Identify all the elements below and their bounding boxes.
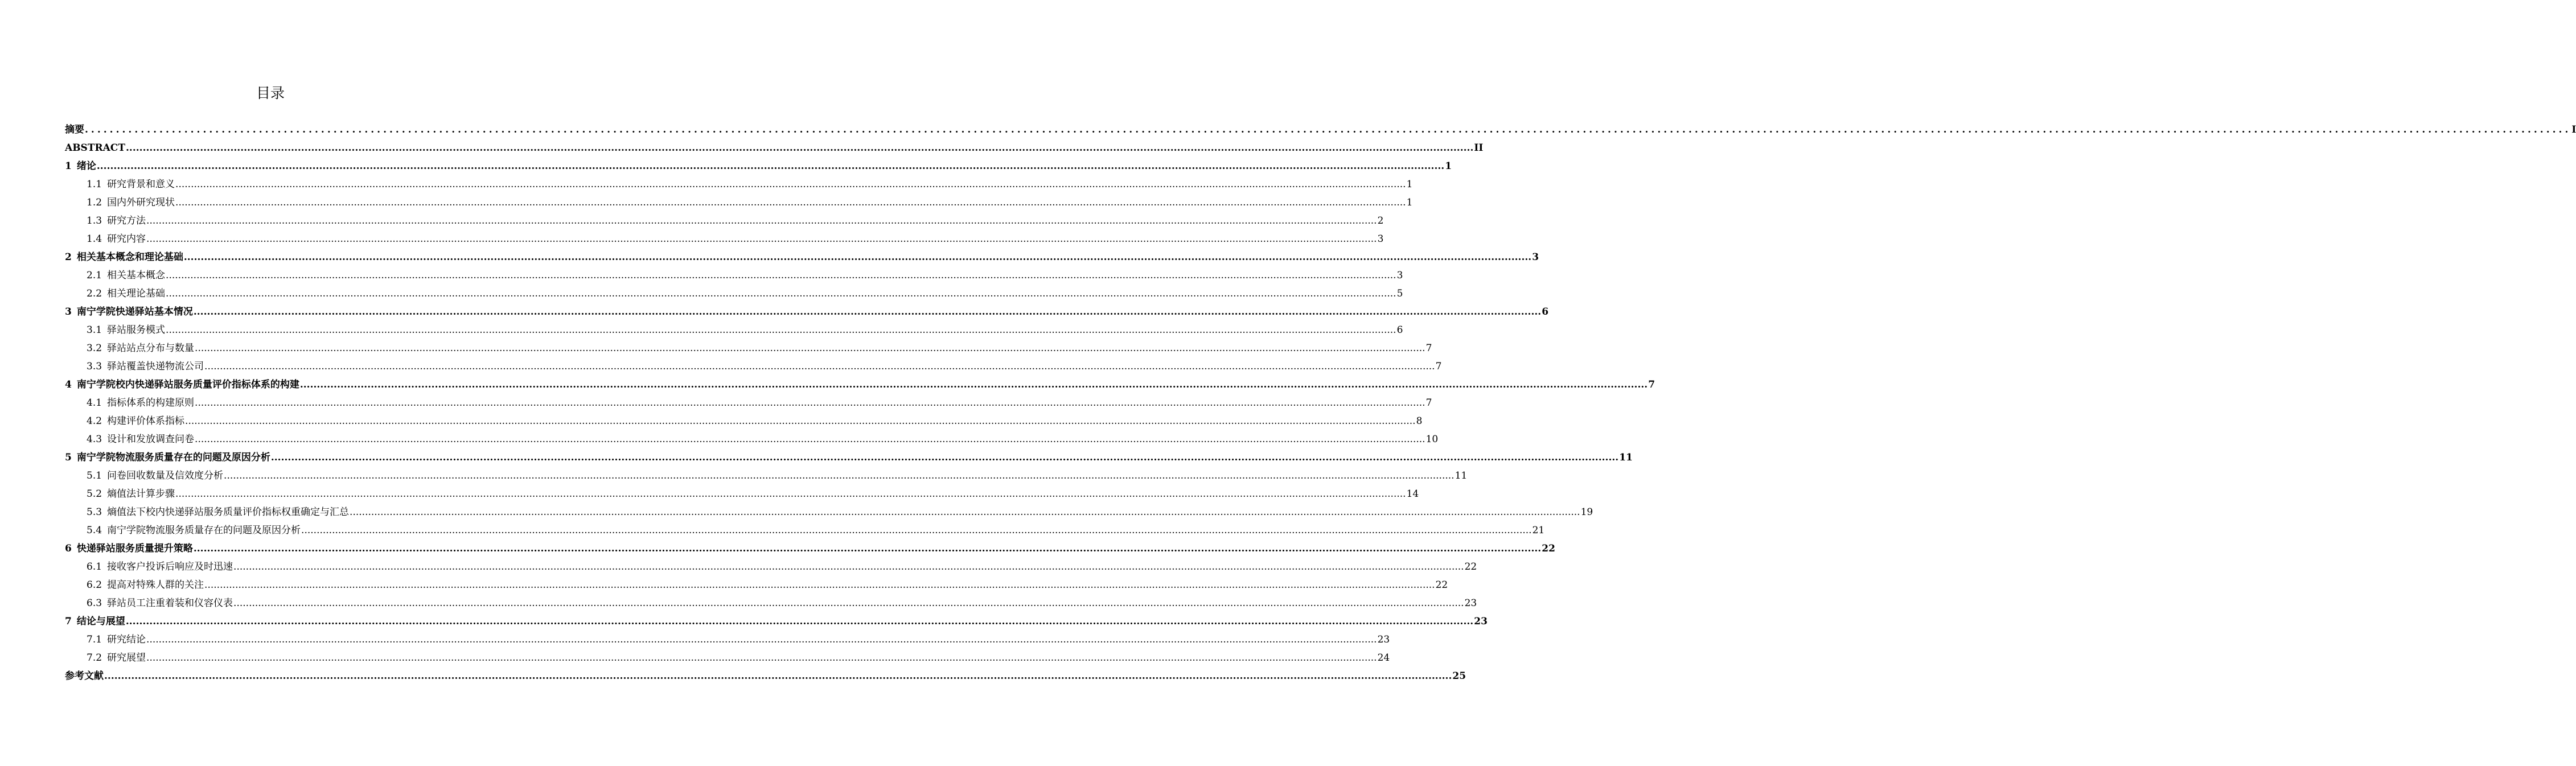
toc-entry-title: 接收客户投诉后响应及时迅速 — [107, 561, 233, 573]
toc-page-number: 7 — [1435, 361, 1442, 372]
toc-entry-title: 问卷回收数量及信效度分析 — [107, 470, 224, 481]
toc-chapter-entry[interactable] — [65, 612, 1488, 631]
toc-page-number: 11 — [1619, 452, 1633, 463]
toc-section-entry[interactable] — [65, 230, 1384, 248]
toc-page-number: 3 — [1532, 252, 1539, 263]
toc-dot-leader: ................................................................................................................................................................................................................................................................................................................................................................................................................ — [204, 361, 1435, 372]
toc-entry-number: 2.1 — [87, 270, 102, 281]
toc-page-number: 22 — [1542, 543, 1555, 554]
toc-chapter-entry[interactable] — [65, 667, 1466, 685]
toc-entry-number: 1.3 — [87, 215, 102, 226]
toc-entry-title: 研究结论 — [107, 634, 146, 645]
toc-entry-number: 1.2 — [87, 197, 102, 208]
toc-page-number: 1 — [1445, 160, 1452, 172]
toc-page-number: II — [1474, 142, 1484, 154]
toc-chapter-entry[interactable] — [65, 303, 1549, 321]
toc-entry-number: 1 — [65, 160, 72, 172]
toc-section-entry[interactable] — [65, 503, 1593, 521]
toc-entry-title: 结论与展望 — [76, 616, 125, 627]
toc-dot-leader: ................................................................................................................................................................................................................................................................................................................................................................................................................ — [270, 452, 1619, 463]
toc-entry-title: 南宁学院快递驿站基本情况 — [76, 306, 193, 318]
toc-entry-title: ABSTRACT — [65, 142, 125, 154]
toc-section-entry[interactable] — [65, 285, 1403, 303]
toc-dot-leader: ................................................................................................................................................................................................................................................................................................................................................................................................................ — [146, 215, 1377, 226]
toc-page-number: 7 — [1648, 379, 1655, 390]
toc-dot-leader: ................................................................................................................................................................................................................................................................................................................................................................................................................ — [195, 343, 1425, 354]
toc-entry-number: 7.1 — [87, 634, 102, 645]
toc-page-number: 11 — [1455, 470, 1468, 481]
toc-dot-leader: ................................................................................................................................................................................................................................................................................................................................................................................................................ — [166, 324, 1396, 336]
toc-dot-leader: ................................................................................................................................................................................................................................................................................................................................................................................................................ — [85, 124, 2571, 135]
toc-entry-number: 4.2 — [87, 415, 102, 427]
toc-dot-leader: ................................................................................................................................................................................................................................................................................................................................................................................................................ — [125, 142, 1474, 154]
toc-entry-title: 相关理论基础 — [107, 288, 166, 299]
toc-page-number: I — [2571, 124, 2576, 135]
page-title: 目录 — [256, 85, 285, 101]
toc-entry-number: 1.4 — [87, 233, 102, 245]
toc-section-entry[interactable] — [65, 339, 1432, 357]
toc-entry-title: 相关基本概念 — [107, 270, 166, 281]
toc-chapter-entry[interactable] — [65, 376, 1655, 394]
toc-entry-number: 7 — [65, 616, 72, 627]
toc-entry-title: 熵值法计算步骤 — [107, 488, 175, 500]
toc-page-number: 23 — [1464, 598, 1477, 609]
toc-dot-leader: ................................................................................................................................................................................................................................................................................................................................................................................................................ — [204, 579, 1435, 591]
toc-page-number: 3 — [1377, 233, 1384, 245]
toc-entry-number: 5.4 — [87, 525, 102, 536]
toc-page-number: 6 — [1396, 324, 1403, 336]
toc-page-number: 7 — [1425, 343, 1432, 354]
toc-entry-number: 6 — [65, 543, 72, 554]
toc-section-entry[interactable] — [65, 266, 1403, 285]
toc-dot-leader: ................................................................................................................................................................................................................................................................................................................................................................................................................ — [224, 470, 1455, 481]
toc-section-entry[interactable] — [65, 212, 1384, 230]
toc-entry-title: 驿站服务模式 — [107, 324, 166, 336]
toc-dot-leader: ................................................................................................................................................................................................................................................................................................................................................................................................................ — [193, 543, 1542, 554]
toc-entry-number: 6.3 — [87, 598, 102, 609]
toc-entry-number: 7.2 — [87, 652, 102, 664]
toc-section-entry[interactable] — [65, 485, 1419, 503]
toc-page-number: 25 — [1452, 670, 1466, 682]
toc-dot-leader: ................................................................................................................................................................................................................................................................................................................................................................................................................ — [185, 415, 1416, 427]
toc-entry-number: 6.2 — [87, 579, 102, 591]
toc-page-number: 19 — [1580, 506, 1593, 518]
toc-entry-title: 设计和发放调查问卷 — [107, 434, 195, 445]
toc-entry-number: 5 — [65, 452, 72, 463]
toc-page-number: 3 — [1396, 270, 1403, 281]
table-of-contents — [65, 121, 2576, 685]
toc-chapter-entry[interactable] — [65, 121, 2576, 139]
toc-dot-leader: ................................................................................................................................................................................................................................................................................................................................................................................................................ — [175, 488, 1406, 500]
toc-entry-number: 1.1 — [87, 179, 102, 190]
toc-entry-title: 快递驿站服务质量提升策略 — [76, 543, 193, 554]
toc-dot-leader: ................................................................................................................................................................................................................................................................................................................................................................................................................ — [301, 525, 1532, 536]
toc-section-entry[interactable] — [65, 357, 1442, 376]
toc-entry-number: 2 — [65, 252, 72, 263]
toc-dot-leader: ................................................................................................................................................................................................................................................................................................................................................................................................................ — [166, 270, 1396, 281]
toc-entry-number: 3 — [65, 306, 72, 318]
toc-entry-title: 研究展望 — [107, 652, 146, 664]
toc-dot-leader: ................................................................................................................................................................................................................................................................................................................................................................................................................ — [299, 379, 1648, 390]
toc-entry-title: 南宁学院校内快递驿站服务质量评价指标体系的构建 — [76, 379, 299, 390]
toc-entry-title: 相关基本概念和理论基础 — [76, 252, 183, 263]
toc-dot-leader: ................................................................................................................................................................................................................................................................................................................................................................................................................ — [175, 197, 1406, 208]
toc-entry-title: 研究背景和意义 — [107, 179, 175, 190]
toc-section-entry[interactable] — [65, 521, 1545, 540]
toc-section-entry[interactable] — [65, 412, 1423, 430]
toc-chapter-entry[interactable] — [65, 139, 1484, 157]
toc-dot-leader: ................................................................................................................................................................................................................................................................................................................................................................................................................ — [125, 616, 1474, 627]
toc-page-number: 8 — [1416, 415, 1423, 427]
toc-dot-leader: ................................................................................................................................................................................................................................................................................................................................................................................................................ — [195, 397, 1425, 409]
toc-entry-title: 研究方法 — [107, 215, 146, 226]
toc-section-entry[interactable] — [65, 193, 1413, 212]
toc-section-entry[interactable] — [65, 467, 1468, 485]
toc-dot-leader: ................................................................................................................................................................................................................................................................................................................................................................................................................ — [350, 506, 1580, 518]
toc-section-entry[interactable] — [65, 430, 1439, 448]
toc-entry-number: 6.1 — [87, 561, 102, 573]
toc-page-number: 10 — [1425, 434, 1439, 445]
toc-page-number: 1 — [1406, 179, 1413, 190]
toc-section-entry[interactable] — [65, 576, 1448, 594]
toc-dot-leader: ................................................................................................................................................................................................................................................................................................................................................................................................................ — [233, 561, 1464, 573]
toc-chapter-entry[interactable] — [65, 157, 1452, 175]
toc-entry-number: 5.2 — [87, 488, 102, 500]
toc-entry-title: 国内外研究现状 — [107, 197, 175, 208]
toc-dot-leader: ................................................................................................................................................................................................................................................................................................................................................................................................................ — [183, 252, 1532, 263]
toc-dot-leader: ................................................................................................................................................................................................................................................................................................................................................................................................................ — [166, 288, 1396, 299]
toc-section-entry[interactable] — [65, 631, 1390, 649]
toc-entry-number: 3.2 — [87, 343, 102, 354]
toc-entry-title: 驿站站点分布与数量 — [107, 343, 195, 354]
toc-dot-leader: ................................................................................................................................................................................................................................................................................................................................................................................................................ — [96, 160, 1445, 172]
toc-dot-leader: ................................................................................................................................................................................................................................................................................................................................................................................................................ — [146, 652, 1377, 664]
toc-entry-number: 5.3 — [87, 506, 102, 518]
toc-dot-leader: ................................................................................................................................................................................................................................................................................................................................................................................................................ — [193, 306, 1542, 318]
toc-page-number: 22 — [1464, 561, 1477, 573]
toc-entry-title: 构建评价体系指标 — [107, 415, 185, 427]
toc-dot-leader: ................................................................................................................................................................................................................................................................................................................................................................................................................ — [146, 233, 1377, 245]
toc-chapter-entry[interactable] — [65, 540, 1555, 558]
toc-section-entry[interactable] — [65, 594, 1477, 612]
toc-section-entry[interactable] — [65, 321, 1403, 339]
toc-page-number: 14 — [1406, 488, 1419, 500]
toc-entry-number: 4.3 — [87, 434, 102, 445]
toc-entry-number: 3.3 — [87, 361, 102, 372]
toc-page-number: 5 — [1396, 288, 1403, 299]
toc-entry-title: 指标体系的构建原则 — [107, 397, 195, 409]
toc-entry-title: 南宁学院物流服务质量存在的问题及原因分析 — [76, 452, 270, 463]
toc-dot-leader: ................................................................................................................................................................................................................................................................................................................................................................................................................ — [146, 634, 1377, 645]
toc-entry-title: 驿站覆盖快递物流公司 — [107, 361, 204, 372]
toc-page-number: 21 — [1532, 525, 1545, 536]
toc-dot-leader: ................................................................................................................................................................................................................................................................................................................................................................................................................ — [233, 598, 1464, 609]
toc-dot-leader: ................................................................................................................................................................................................................................................................................................................................................................................................................ — [175, 179, 1406, 190]
toc-section-entry[interactable] — [65, 649, 1390, 667]
toc-entry-title: 摘要 — [65, 124, 84, 135]
toc-page-number: 1 — [1406, 197, 1413, 208]
toc-section-entry[interactable] — [65, 175, 1413, 193]
toc-dot-leader: ................................................................................................................................................................................................................................................................................................................................................................................................................ — [195, 434, 1425, 445]
toc-page-number: 23 — [1474, 616, 1488, 627]
toc-section-entry[interactable] — [65, 394, 1432, 412]
toc-entry-number: 3.1 — [87, 324, 102, 336]
toc-page-number: 6 — [1542, 306, 1549, 318]
toc-entry-number: 4 — [65, 379, 72, 390]
toc-entry-number: 5.1 — [87, 470, 102, 481]
toc-entry-title: 提高对特殊人群的关注 — [107, 579, 204, 591]
toc-entry-number: 2.2 — [87, 288, 102, 299]
toc-entry-title: 绪论 — [76, 160, 96, 172]
toc-page-number: 7 — [1425, 397, 1432, 409]
toc-entry-title: 研究内容 — [107, 233, 146, 245]
toc-chapter-entry[interactable] — [65, 248, 1539, 266]
toc-page-number: 22 — [1435, 579, 1448, 591]
toc-chapter-entry[interactable] — [65, 448, 1633, 467]
toc-entry-title: 熵值法下校内快递驿站服务质量评价指标权重确定与汇总 — [107, 506, 350, 518]
toc-entry-title: 南宁学院物流服务质量存在的问题及原因分析 — [107, 525, 301, 536]
toc-page-number: 2 — [1377, 215, 1384, 226]
toc-entry-title: 驿站员工注重着装和仪容仪表 — [107, 598, 233, 609]
toc-entry-number: 4.1 — [87, 397, 102, 409]
toc-page-number: 24 — [1377, 652, 1390, 664]
toc-section-entry[interactable] — [65, 558, 1477, 576]
toc-page-number: 23 — [1377, 634, 1390, 645]
toc-dot-leader: ................................................................................................................................................................................................................................................................................................................................................................................................................ — [104, 670, 1452, 682]
toc-entry-title: 参考文献 — [65, 670, 104, 682]
